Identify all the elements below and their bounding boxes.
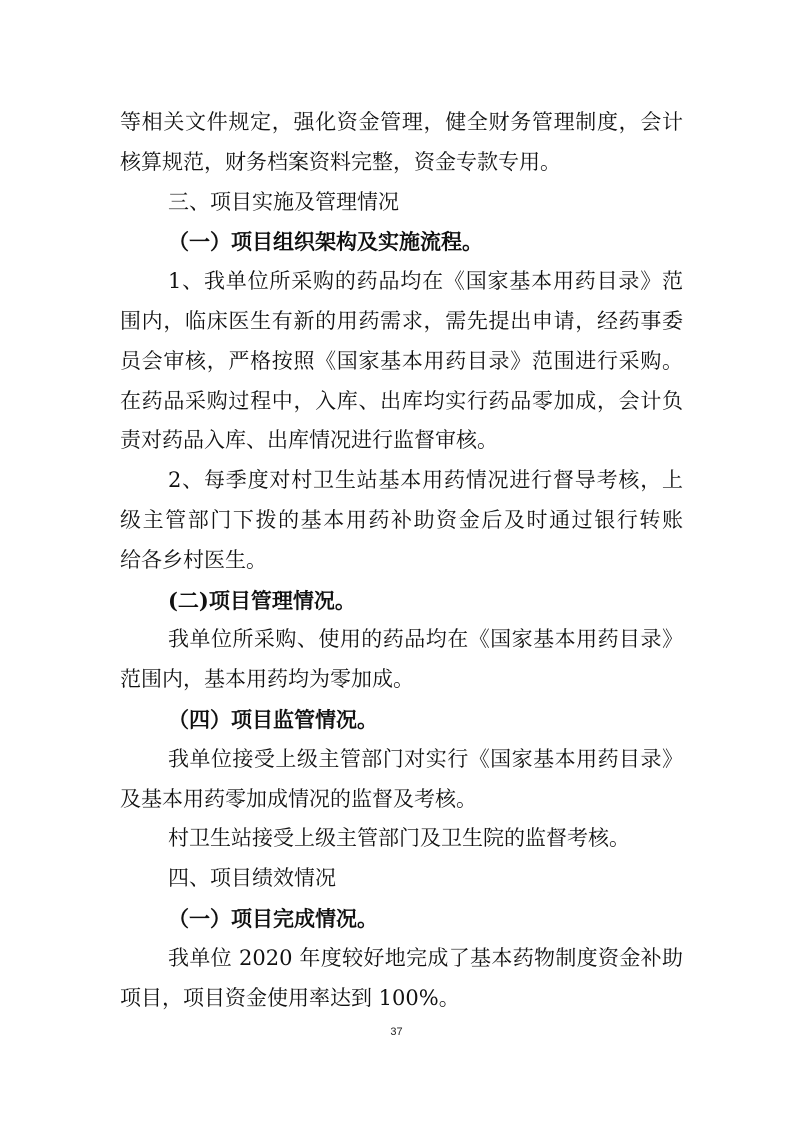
paragraph-line: 等相关文件规定，强化资金管理，健全财务管理制度，会计 — [120, 110, 683, 134]
paragraph-line: 我单位接受上级主管部门对实行《国家基本用药目录》 — [168, 746, 683, 771]
paragraph-line: 核算规范，财务档案资料完整，资金专款专用。 — [120, 149, 561, 174]
subheading-management: (二)项目管理情况。 — [168, 587, 356, 613]
section-heading-3: 三、项目实施及管理情况 — [168, 189, 399, 214]
page-number: 37 — [390, 1026, 403, 1038]
paragraph-line: 在药品采购过程中，入库、出库均实行药品零加成，会计负 — [120, 388, 683, 413]
paragraph-management — [120, 620, 683, 700]
paragraph-supervision-2 — [120, 819, 683, 859]
paragraph-item-2 — [120, 461, 683, 580]
subheading-organization: （一）项目组织架构及实施流程。 — [168, 229, 483, 255]
section-heading-4: 四、项目绩效情况 — [168, 866, 336, 891]
paragraph-item-1 — [120, 262, 683, 461]
paragraph-line: 给各乡村医生。 — [120, 547, 267, 572]
paragraph-line: 级主管部门下拨的基本用药补助资金后及时通过银行转账 — [120, 507, 683, 532]
paragraph-supervision-1 — [120, 740, 683, 820]
paragraph-line: 范围内，基本用药均为零加成。 — [120, 667, 414, 692]
paragraph-line: 1、我单位所采购的药品均在《国家基本用药目录》范 — [168, 269, 683, 294]
paragraph-completion — [120, 939, 683, 1019]
paragraph-line: 我单位所采购、使用的药品均在《国家基本用药目录》 — [168, 627, 683, 652]
paragraph-line: 围内，临床医生有新的用药需求，需先提出申请，经药事委 — [120, 308, 683, 333]
paragraph-line: 责对药品入库、出库情况进行监督审核。 — [120, 428, 498, 453]
paragraph-line: 2、每季度对村卫生站基本用药情况进行督导考核，上 — [168, 468, 683, 493]
paragraph-intro — [120, 103, 683, 183]
subheading-completion: （一）项目完成情况。 — [168, 905, 378, 931]
paragraph-line: 及基本用药零加成情况的监督及考核。 — [120, 786, 477, 811]
paragraph-line: 项目，项目资金使用率达到 100%。 — [120, 985, 460, 1010]
paragraph-line: 村卫生站接受上级主管部门及卫生院的监督考核。 — [168, 826, 630, 851]
document-body — [120, 103, 683, 1018]
subheading-supervision: （四）项目监管情况。 — [168, 706, 378, 732]
paragraph-line: 我单位 2020 年度较好地完成了基本药物制度资金补助 — [168, 945, 683, 970]
paragraph-line: 员会审核，严格按照《国家基本用药目录》范围进行采购。 — [120, 348, 683, 373]
